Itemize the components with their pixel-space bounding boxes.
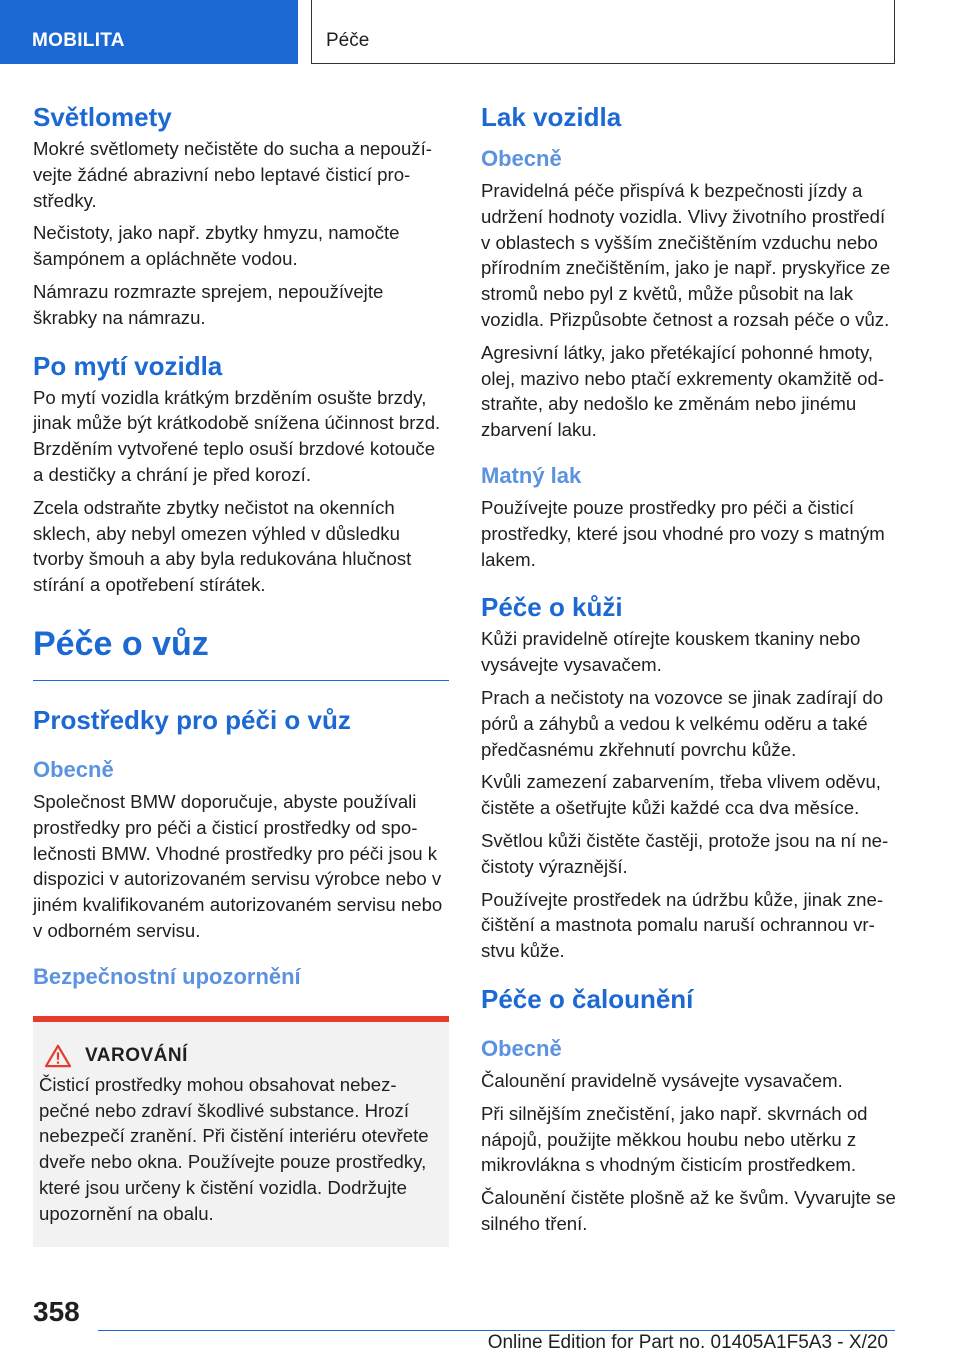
section-tab[interactable]: Péče [311,0,895,64]
paragraph: Čalounění pravidelně vysávejte vysavačem. [481,1069,843,1091]
left-column [33,100,449,1247]
heading-pece-o-kuzi: Péče o kůži [481,592,623,623]
page-number: 358 [33,1296,80,1327]
footer-divider [98,1330,895,1331]
paragraph: Společnost BMW doporučuje, abyste používali prostředky pro péči a čisticí prostředky od spo-lečnosti BMW. Vhodné prostředky pro péči jsou k dispozici v autorizovaném servisu výrobce nebo v jiném kvalifikovaném autorizovaném servisu nebo v odborném servisu. [33,790,443,941]
warning-box [33,1016,449,1247]
paragraph: Po mytí vozidla krátkým brzděním osušte brzdy, jinak může být krátkodobě snížena účinnost brzd. Brzděním vytvořené teplo osuší brzdové kotouče a destičky a chrání je před korozí. [33,386,441,485]
chapter-tab[interactable]: MOBILITA [0,0,298,64]
right-column [481,100,899,1244]
paragraph: Čalounění čistěte plošně až ke švům. Vyvarujte se silného tření. [481,1187,896,1234]
paragraph: Mokré světlomety nečistěte do sucha a nepouží-vejte žádné abrazivní nebo leptavé čisticí pro-středky. [33,138,432,211]
paragraph: Kvůli zamezení zabarvením, třeba vlivem oděvu, čistěte a ošetřujte kůži každé cca dva měsíce. [481,771,881,819]
heading-po-myti-vozidla: Po mytí vozidla [33,350,223,381]
paragraph: Agresivní látky, jako přetékající pohonné hmoty, olej, mazivo nebo ptačí exkrementy okamžitě od-straňte, aby nedošlo ke změnám nebo jinému zbarvení laku. [481,341,885,441]
subheading-matny-lak: Matný lak [481,462,582,488]
chapter-divider [33,680,449,681]
subheading-obecne: Obecně [33,756,114,782]
paragraph: Při silnějším znečistění, jako např. skvrnách od nápojů, použijte měkkou houbu nebo utěrku z mikrovlákna s vhodným čisticím prostředkem. [481,1102,868,1176]
warning-text: Čisticí prostředky mohou obsahovat nebez-pečné nebo zdraví škodlivé substance. Hrozí nebezpečí zranění. Při čistění interiéru otevřete dveře nebo okna. Používejte pouze prostředky, které jsou určeny k čistění vozidla. Dodržujte upozornění na obalu. [39,1073,429,1224]
heading-prostredky: Prostředky pro péči o vůz [33,704,351,735]
paragraph: Používejte prostředek na údržbu kůže, jinak zne-čištění a mastnota pomalu naruší ochrannou vr-stvu kůže. [481,888,884,962]
subheading-bezpecnostni-upozorneni: Bezpečnostní upozornění [33,963,301,989]
subheading-obecne: Obecně [481,146,562,171]
warning-label: VAROVÁNÍ [85,1044,188,1066]
warning-header [39,1044,441,1068]
warning-triangle-icon [43,1044,73,1068]
paragraph: Námrazu rozmrazte sprejem, nepoužívejte škrabky na námrazu. [33,280,384,328]
heading-lak-vozidla: Lak vozidla [481,102,622,132]
footer-edition-text: Online Edition for Part no. 01405A1F5A3 - X/20 [487,1332,888,1353]
paragraph: Používejte pouze prostředky pro péči a čisticí prostředky, které jsou vhodné pro vozy s matným lakem. [481,496,885,570]
chapter-title: Péče o vůz [33,624,209,663]
paragraph: Zcela odstraňte zbytky nečistot na okenních sklech, aby nebyl omezen výhled v důsledku tvorby šmouh a aby byla redukována hlučnost stírání a opotřebení stírátek. [33,496,412,596]
paragraph: Nečistoty, jako např. zbytky hmyzu, namočte šampónem a opláchněte vodou. [33,222,400,270]
heading-pece-o-calouneni: Péče o čalounění [481,983,694,1014]
paragraph: Kůži pravidelně otírejte kouskem tkaniny nebo vysávejte vysavačem. [481,628,861,676]
page-header [0,0,960,66]
paragraph: Pravidelná péče přispívá k bezpečnosti jízdy a udržení hodnoty vozidla. Vlivy životního prostředí v oblastech s vyšším znečištěním vzduchu nebo přírodním znečištěním, jako je např. pryskyřice ze stromů nebo pyl z květů, může působit na lak vozidla. Přizpůsobte četnost a rozsah péče o vůz. [481,180,891,330]
heading-svetlomety: Světlomety [33,102,172,132]
paragraph: Prach a nečistoty na vozovce se jinak zadírají do pórů a záhybů a vedou k velkému oděru a také předčasnému zkřehnutí povrchu kůže. [481,686,884,760]
subheading-obecne: Obecně [481,1035,562,1061]
paragraph: Světlou kůži čistěte častěji, protože jsou na ní ne-čistoty výraznější. [481,829,889,877]
